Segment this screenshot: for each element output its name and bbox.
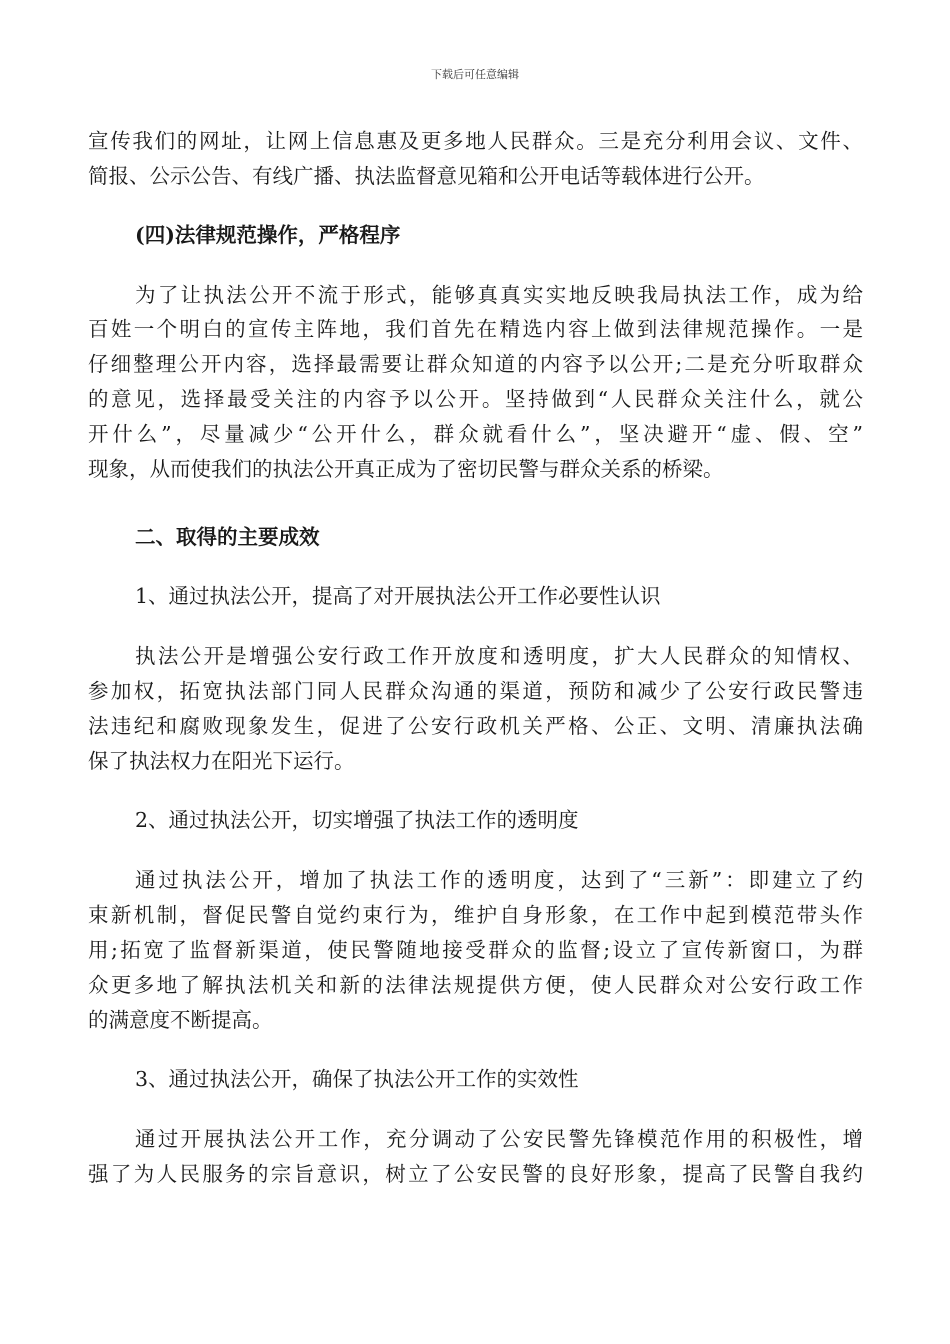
body-text-line: 强了为人民服务的宗旨意识，树立了公安民警的良好形象，提高了民警自我约	[88, 1162, 863, 1186]
subsection-heading: 1、通过执法公开，提高了对开展执法公开工作必要性认识	[135, 584, 661, 608]
body-text-line: 通过执法公开，增加了执法工作的透明度，达到了“三新”：即建立了约	[135, 868, 863, 892]
body-text-line: 保了执法权力在阳光下运行。	[88, 749, 355, 773]
body-text-line: 百姓一个明白的宣传主阵地，我们首先在精选内容上做到法律规范操作。一是	[88, 317, 863, 341]
body-text-line: 用;拓宽了监督新渠道，使民警随地接受群众的监督;设立了宣传新窗口，为群	[88, 938, 863, 962]
body-text-line: 参加权，拓宽执法部门同人民群众沟通的渠道，预防和减少了公安行政民警违	[88, 679, 863, 703]
body-text-line: 法违纪和腐败现象发生，促进了公安行政机关严格、公正、文明、清廉执法确	[88, 714, 863, 738]
body-text-line: 为了让执法公开不流于形式，能够真真实实地反映我局执法工作，成为给	[135, 283, 863, 307]
body-text-line: 宣传我们的网址，让网上信息惠及更多地人民群众。三是充分利用会议、文件、	[88, 129, 863, 153]
section-heading: (四)法律规范操作，严格程序	[135, 223, 401, 247]
body-text-line: 简报、公示公告、有线广播、执法监督意见箱和公开电话等载体进行公开。	[88, 164, 765, 188]
subsection-heading: 2、通过执法公开，切实增强了执法工作的透明度	[135, 808, 579, 832]
body-text-line: 开什么”，尽量减少“公开什么，群众就看什么”，坚决避开“虚、假、空”	[88, 422, 863, 446]
body-text-line: 执法公开是增强公安行政工作开放度和透明度，扩大人民群众的知情权、	[135, 644, 863, 668]
section-heading: 二、取得的主要成效	[135, 525, 320, 549]
body-text-line: 仔细整理公开内容，选择最需要让群众知道的内容予以公开;二是充分听取群众	[88, 352, 863, 376]
body-text-line: 的意见，选择最受关注的内容予以公开。坚持做到“人民群众关注什么，就公	[88, 387, 863, 411]
body-text-line: 的满意度不断提高。	[88, 1008, 273, 1032]
body-text-line: 通过开展执法公开工作，充分调动了公安民警先锋模范作用的积极性，增	[135, 1127, 863, 1151]
body-text-line: 束新机制，督促民警自觉约束行为，维护自身形象，在工作中起到模范带头作	[88, 903, 863, 927]
body-text-line: 众更多地了解执法机关和新的法律法规提供方便，使人民群众对公安行政工作	[88, 973, 863, 997]
body-text-line: 现象，从而使我们的执法公开真正成为了密切民警与群众关系的桥梁。	[88, 457, 724, 481]
subsection-heading: 3、通过执法公开，确保了执法公开工作的实效性	[135, 1067, 579, 1091]
page-header: 下载后可任意编辑	[431, 68, 519, 81]
